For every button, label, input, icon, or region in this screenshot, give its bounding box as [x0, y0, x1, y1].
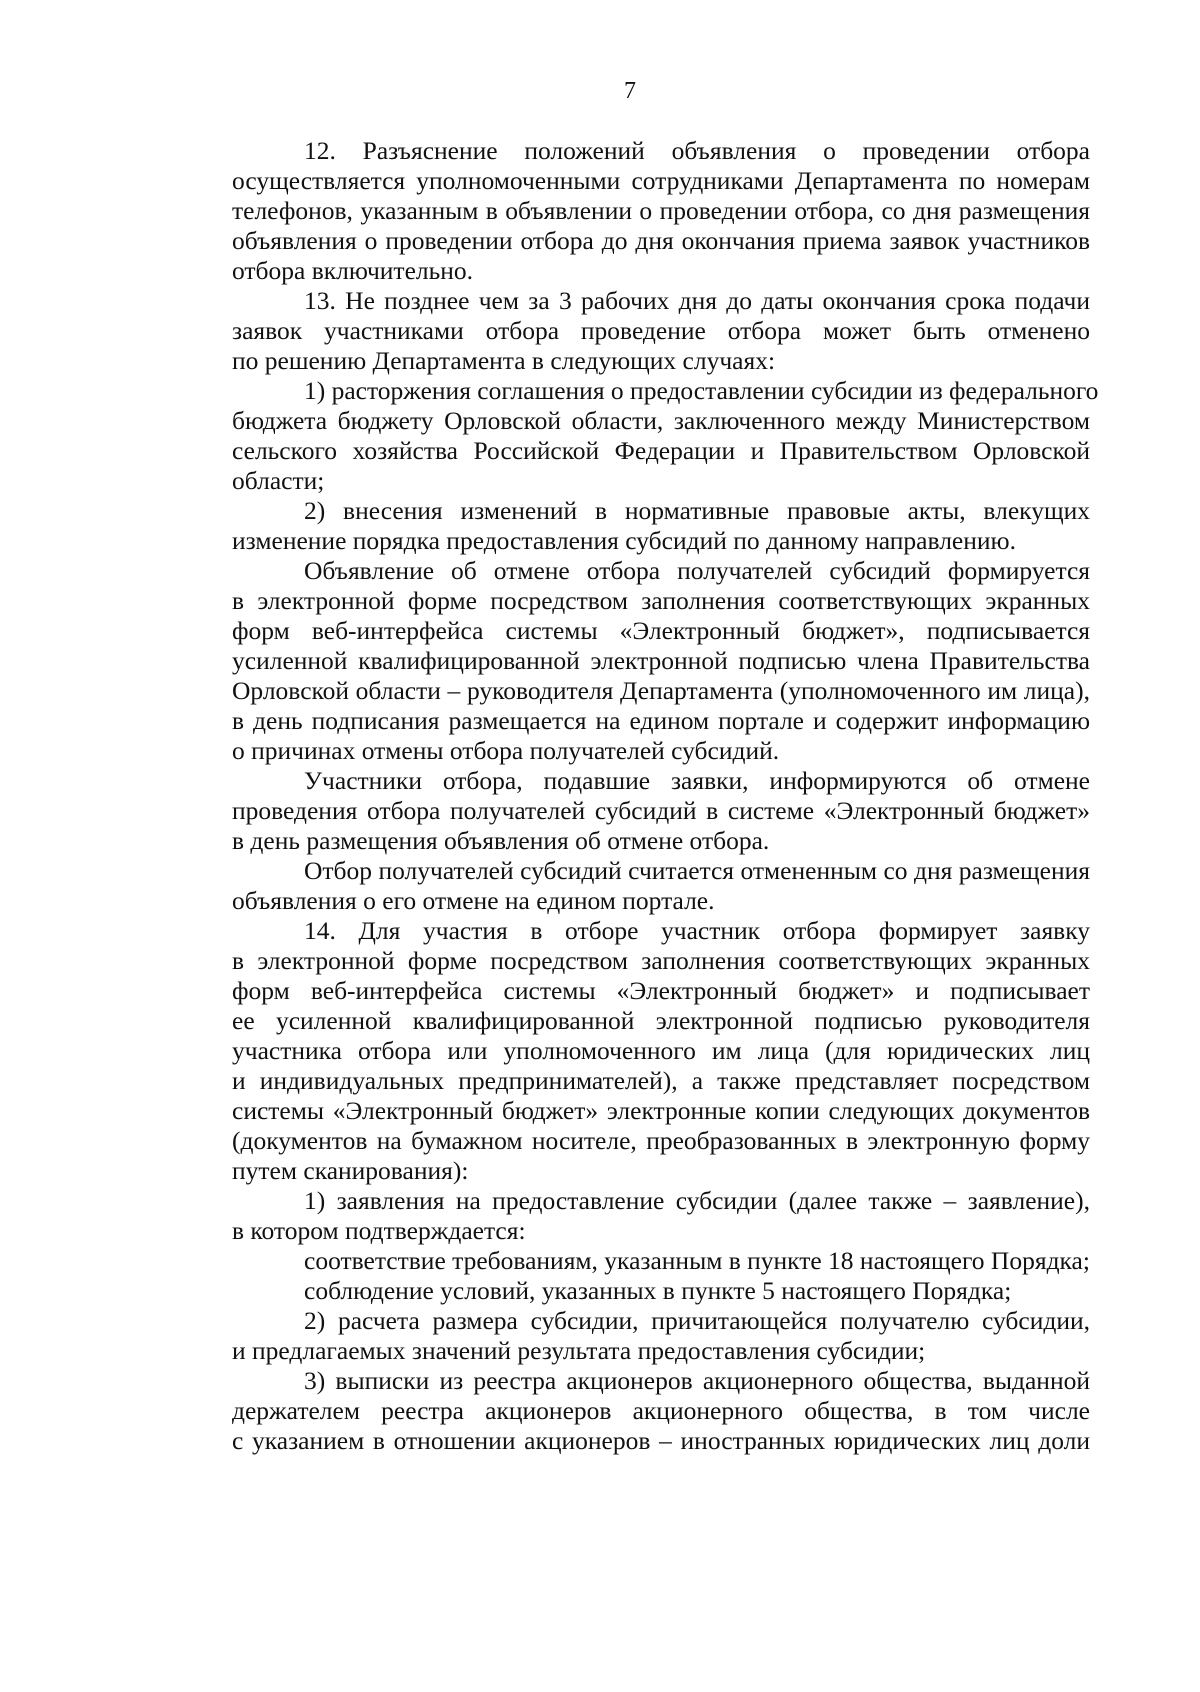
- text-line: 2) расчета размера субсидии, причитающейся получателю субсидии,: [304, 1306, 1090, 1335]
- list-item-14-2: [160, 1306, 1090, 1366]
- text-line: области;: [232, 466, 325, 495]
- page-number: 7: [624, 78, 636, 104]
- text-line: в электронной форме посредством заполнения соответствующих экранных: [232, 946, 1090, 975]
- paragraph-14: [160, 916, 1090, 1186]
- paragraph-participants-informed: [160, 766, 1090, 856]
- paragraph-12: [160, 136, 1090, 286]
- text-line: объявления о проведении отбора до дня окончания приема заявок участников: [232, 226, 1090, 255]
- text-line: соблюдение условий, указанных в пункте 5 настоящего Порядка;: [304, 1276, 1012, 1305]
- list-item-13-1: [160, 376, 1099, 496]
- text-line: 14. Для участия в отборе участник отбора формирует заявку: [304, 916, 1090, 945]
- text-line: в котором подтверждается:: [232, 1216, 526, 1245]
- text-line: соответствие требованиям, указанным в пункте 18 настоящего Порядка;: [304, 1246, 1090, 1275]
- list-item-14-3: [160, 1366, 1090, 1456]
- paragraph-selection-cancelled: [160, 856, 1090, 916]
- list-subitem-requirements: [160, 1246, 1090, 1276]
- text-line: усиленной квалифицированной электронной подписью члена Правительства: [232, 646, 1090, 675]
- text-line: 13. Не позднее чем за 3 рабочих дня до даты окончания срока подачи: [304, 286, 1090, 315]
- text-line: и индивидуальных предпринимателей), а также представляет посредством: [232, 1066, 1090, 1095]
- text-line: Участники отбора, подавшие заявки, информируются об отмене: [304, 766, 1090, 795]
- text-line: отбора включительно.: [232, 256, 474, 285]
- list-item-14-1: [160, 1186, 1090, 1246]
- text-line: Объявление об отмене отбора получателей субсидий формируется: [304, 556, 1090, 585]
- text-line: с указанием в отношении акционеров – иностранных юридических лиц доли: [232, 1426, 1090, 1455]
- document-body: [160, 136, 1099, 1456]
- text-line: в электронной форме посредством заполнения соответствующих экранных: [232, 586, 1090, 615]
- list-item-13-2: [160, 496, 1090, 556]
- text-line: участника отбора или уполномоченного им лица (для юридических лиц: [232, 1036, 1090, 1065]
- text-line: 1) расторжения соглашения о предоставлении субсидии из федерального: [304, 376, 1099, 405]
- text-line: сельского хозяйства Российской Федерации и Правительством Орловской: [232, 436, 1090, 465]
- text-line: по решению Департамента в следующих случаях:: [232, 346, 776, 375]
- text-line: 1) заявления на предоставление субсидии (далее также – заявление),: [304, 1186, 1090, 1215]
- text-line: форм веб-интерфейса системы «Электронный бюджет», подписывается: [232, 616, 1090, 645]
- text-line: и предлагаемых значений результата предоставления субсидии;: [232, 1336, 926, 1365]
- paragraph-13: [160, 286, 1090, 376]
- text-line: форм веб-интерфейса системы «Электронный бюджет» и подписывает: [232, 976, 1090, 1005]
- text-line: Отбор получателей субсидий считается отмененным со дня размещения: [304, 856, 1090, 885]
- text-line: объявления о его отмене на едином портале.: [232, 886, 715, 915]
- text-line: изменение порядка предоставления субсидий по данному направлению.: [232, 526, 1016, 555]
- text-line: в день подписания размещается на едином портале и содержит информацию: [232, 706, 1090, 735]
- text-line: 12. Разъяснение положений объявления о проведении отбора: [304, 136, 1090, 165]
- text-line: 3) выписки из реестра акционеров акционерного общества, выданной: [304, 1366, 1090, 1395]
- text-line: (документов на бумажном носителе, преобразованных в электронную форму: [232, 1126, 1090, 1155]
- text-line: заявок участниками отбора проведение отбора может быть отменено: [232, 316, 1090, 345]
- text-line: держателем реестра акционеров акционерного общества, в том числе: [232, 1396, 1090, 1425]
- text-line: осуществляется уполномоченными сотрудниками Департамента по номерам: [232, 166, 1090, 195]
- text-line: путем сканирования):: [232, 1156, 469, 1185]
- text-line: о причинах отмены отбора получателей субсидий.: [232, 736, 780, 765]
- text-line: в день размещения объявления об отмене отбора.: [232, 826, 770, 855]
- paragraph-cancellation-notice: [160, 556, 1090, 766]
- list-subitem-conditions: [160, 1276, 1090, 1306]
- text-line: Орловской области – руководителя Департамента (уполномоченного им лица),: [232, 676, 1090, 705]
- text-line: 2) внесения изменений в нормативные правовые акты, влекущих: [304, 496, 1090, 525]
- text-line: системы «Электронный бюджет» электронные копии следующих документов: [232, 1096, 1090, 1125]
- text-line: бюджета бюджету Орловской области, заключенного между Министерством: [232, 406, 1090, 435]
- text-line: ее усиленной квалифицированной электронной подписью руководителя: [232, 1006, 1090, 1035]
- text-line: проведения отбора получателей субсидий в системе «Электронный бюджет»: [232, 796, 1090, 825]
- text-line: телефонов, указанным в объявлении о проведении отбора, со дня размещения: [232, 196, 1090, 225]
